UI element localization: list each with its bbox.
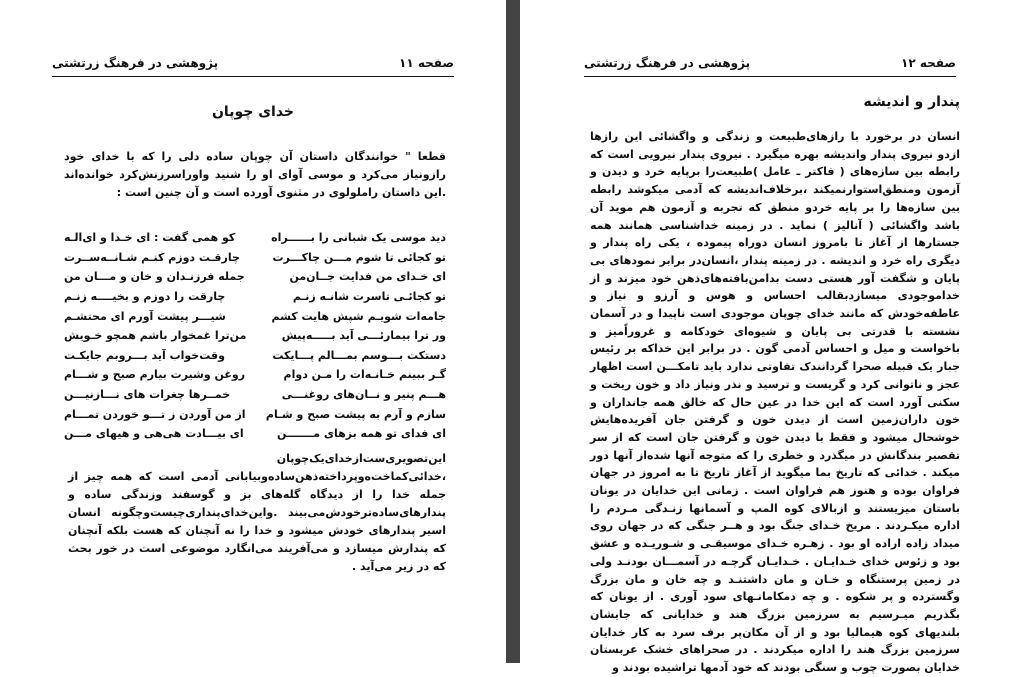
verse-second-hemistich: چارقت را دوزم و بخیــــه زنـم [64, 290, 226, 304]
verse-first-hemistich: تو کجائی تا شوم مـــن چاکـــرت [272, 250, 446, 264]
verse-first-hemistich: هـــم پنیر و نــان‌های روغنـــی [281, 388, 446, 402]
verse-first-hemistich: ای خـدای من فدایت جــان‌من [289, 270, 446, 284]
page-12 [520, 0, 1024, 675]
header-rule [584, 76, 956, 77]
poem-verse [64, 424, 446, 444]
verse-second-hemistich: من‌ترا غمخوار باشم همچو خـویش [64, 329, 247, 343]
section-title: خدای چوپان [211, 104, 294, 120]
verse-first-hemistich: دید موسی یک شبانی را بــــــراه [271, 231, 446, 245]
poem-verse [64, 228, 446, 248]
verse-first-hemistich: ای فدای تو همه بزهای مـــــــن [277, 427, 446, 441]
page-header [52, 52, 454, 74]
page-header [584, 52, 956, 74]
verse-second-hemistich: روغن وشیرت بیارم صبح و شـــام [64, 368, 246, 382]
running-title: پژوهشی در فرهنگ زرتشتی [584, 56, 751, 70]
verse-first-hemistich: تو کجائـی تاسرت شانـه زنـم [292, 290, 446, 304]
poem-verse [64, 346, 446, 366]
verse-first-hemistich: سازم و آرم به پیشت صبح و شـام [265, 407, 446, 421]
running-title: پژوهشی در فرهنگ زرتشتی [52, 56, 219, 70]
page-gutter [506, 0, 520, 663]
verse-first-hemistich: گـر ببینم خـانـه‌ات را مـن دوام [283, 368, 446, 382]
intro-paragraph: قطعا " خوانندگان داستان آن چوپان ساده دلی را که با خدای خود رازونیاز می‌کرد و موسی آوای او را شنید واوراسرزنش‌کرد خوانده‌اند .این داستان راملولوی در مثنوی آورده است و آن چنین است : [64, 150, 446, 199]
page-number: صفحه ۱۲ [901, 56, 956, 70]
poem-verse [64, 287, 446, 307]
verse-second-hemistich: خمــرها چغرات های نـــازنیـــن [64, 388, 231, 402]
verse-second-hemistich: جمله فرزنـدان و خان و مـــان من [64, 270, 245, 284]
verse-second-hemistich: ای بیـــادت هی‌هی و هیهای مـــن [64, 427, 244, 441]
poem-verse [64, 365, 446, 385]
poem-verse [64, 326, 446, 346]
body-paragraph: انسان در برخورد با رازهای‌طبیعت و زندگی و واگشائی این رازها ازدو نیروی پندار واندیشه بهره میگیرد . نیروی پندار نیرویی است که رابطه بین سازه‌های ( فاکتر ـ عامل )طبیعت‌را برپایه خرد و دیدن و آزمون ومنطق‌استوارنمیکند ،برخلاف‌اندیشه که آدمی میکوشد رابطه بین سازه‌ها را بر پایه خردو منطق که تجربه و آزمون هم موید آن باشد واگشائی ( آنالیز ) نماید . در زمینه خداشناسی همانند همه جستارها از آغاز تا بامروز انسان دوراه پیموده ، یکی راه پندار و دیگری راه خرد و اندیشه . در زمینه پندار ،انسان‌در برابر نمودهای بی پایان و شگفت آور هستی دست بدامن‌بافته‌های‌ذهن خود میزند و از خداموجودی میسازدبقالب احساس و هوس و آرزو و نیاز و عاطفه‌خودش که مانند خدای چوپان موجودی است ناپیدا و در آسمان نشسته با قدرتی بی پایان و شیوه‌ای خودکامه و غروراًمیز و باخواست و میل و احساس آدمی گون . در برابر این خداکه بر رئیس جبار یک قبیله صحرا گردانندک تفاوتی ندارد باید تامکـــن است اظهار عجز و ناتوانی کرد و گریست و ترسید و نذر ونیاز داد و خون ریخت و سکنی آورد است که این خدا در عین حال که خالق همه جانداران و خون داران‌زمین است از دیدن خون و گرفتن جان آفریده‌هایش خوشحال میشود و فقط با دیدن خون و گرفتن جان است که از سر تقصیر بندگانش در میگذرد و خطری را که متوجه آنها شده‌از آنها دور میکند . خدائی که تاریخ بما میگوید از آغاز تاریخ تا به امروز در جهان فراوان بوده و هنوز هم فراوان است . زمانی این خدایان در یونان باستان میزیستند و ازبالای کوه المپ و آسمانها زنـدگی مـردم را اداره میکـردند . مریخ خـدای جنگ بود و هــر جنگی که در جهان روی میداد زاده اراده او بود . زهـره خـدای موسیقـی و شـوریـده و عشق بود و زئوس خدای خـدایـان . خـدایـان گرچـه در آسمـــان بودنـد ولی در زمین پرستنگاه و خـان و مان داشتنـد و چه خان و مان بزرگ وگسترده و پر شکوه . و چه دمکامانـهای سود آوری . از یونان که بگذریم میـرسیم به سرزمین بزرگ هند و خدایانی که جایشان بلندیهای کوه هیمالیا بود و از آن مکان‌پر برف سرد به کار خدایان سرزمین بزرگ هند را اداره میکردند . در صحراهای خشک عربستان خدایان بصورت چوب و سنگی بودند که خود آدمها تراشیده بودند و [590, 130, 960, 675]
verse-second-hemistich: شیـــر پیشت آورم ای محتشـم [64, 309, 226, 323]
poem-verse [64, 267, 446, 287]
verse-first-hemistich: دستکت بـــوسم بمـــالم پـــایکت [272, 348, 446, 362]
poem-verse [64, 248, 446, 268]
page-11 [0, 0, 506, 663]
poem-verse [64, 404, 446, 424]
page-number: صفحه ۱۱ [399, 56, 454, 70]
poem-verse [64, 385, 446, 405]
verse-second-hemistich: کو همی گفت : ای خـدا و ای‌الـه [64, 231, 236, 245]
verse-second-hemistich: از من آوردن ز تـــو خوردن تمـــام [64, 407, 246, 421]
poem-verses [64, 228, 446, 444]
header-rule [52, 76, 454, 77]
verse-second-hemistich: چارقـت دوزم کنـم شـانــه‌ســرت [64, 250, 240, 264]
verse-first-hemistich: جامه‌ات شویـم شپش هایت کشم [271, 309, 446, 323]
section-title: پندار و اندیشه [863, 94, 960, 110]
poem-verse [64, 306, 446, 326]
verse-second-hemistich: وقت‌خواب آید بـــروبم جایکـت [64, 348, 225, 362]
verse-first-hemistich: ور ترا بیمارئـــی آید بـــــه‌پیش [281, 329, 446, 343]
closing-paragraph: این‌تصویری‌ست‌ازخدای‌یک‌چوپان ،خدائی‌کماخت‌ه‌وپرداخته‌ذهن‌ساده‌وبیابانی آدمی است که همه چیز از جمله خدا را از دیدگاه گله‌های بز و گوسفند وزندگی ساده و پندارهای‌ساده‌ترخودش‌می‌بیند .واین‌خدای‌پنداری‌چیست‌وچگونه انسان اسیر پندارهای خودش میشود و خدا را نه آنچنان که هست بلکه آنچنان که پندارش میسازد و می‌آفریند می‌انگارد موضوعی است در خور بحث که در زیر می‌آید . [68, 452, 446, 573]
